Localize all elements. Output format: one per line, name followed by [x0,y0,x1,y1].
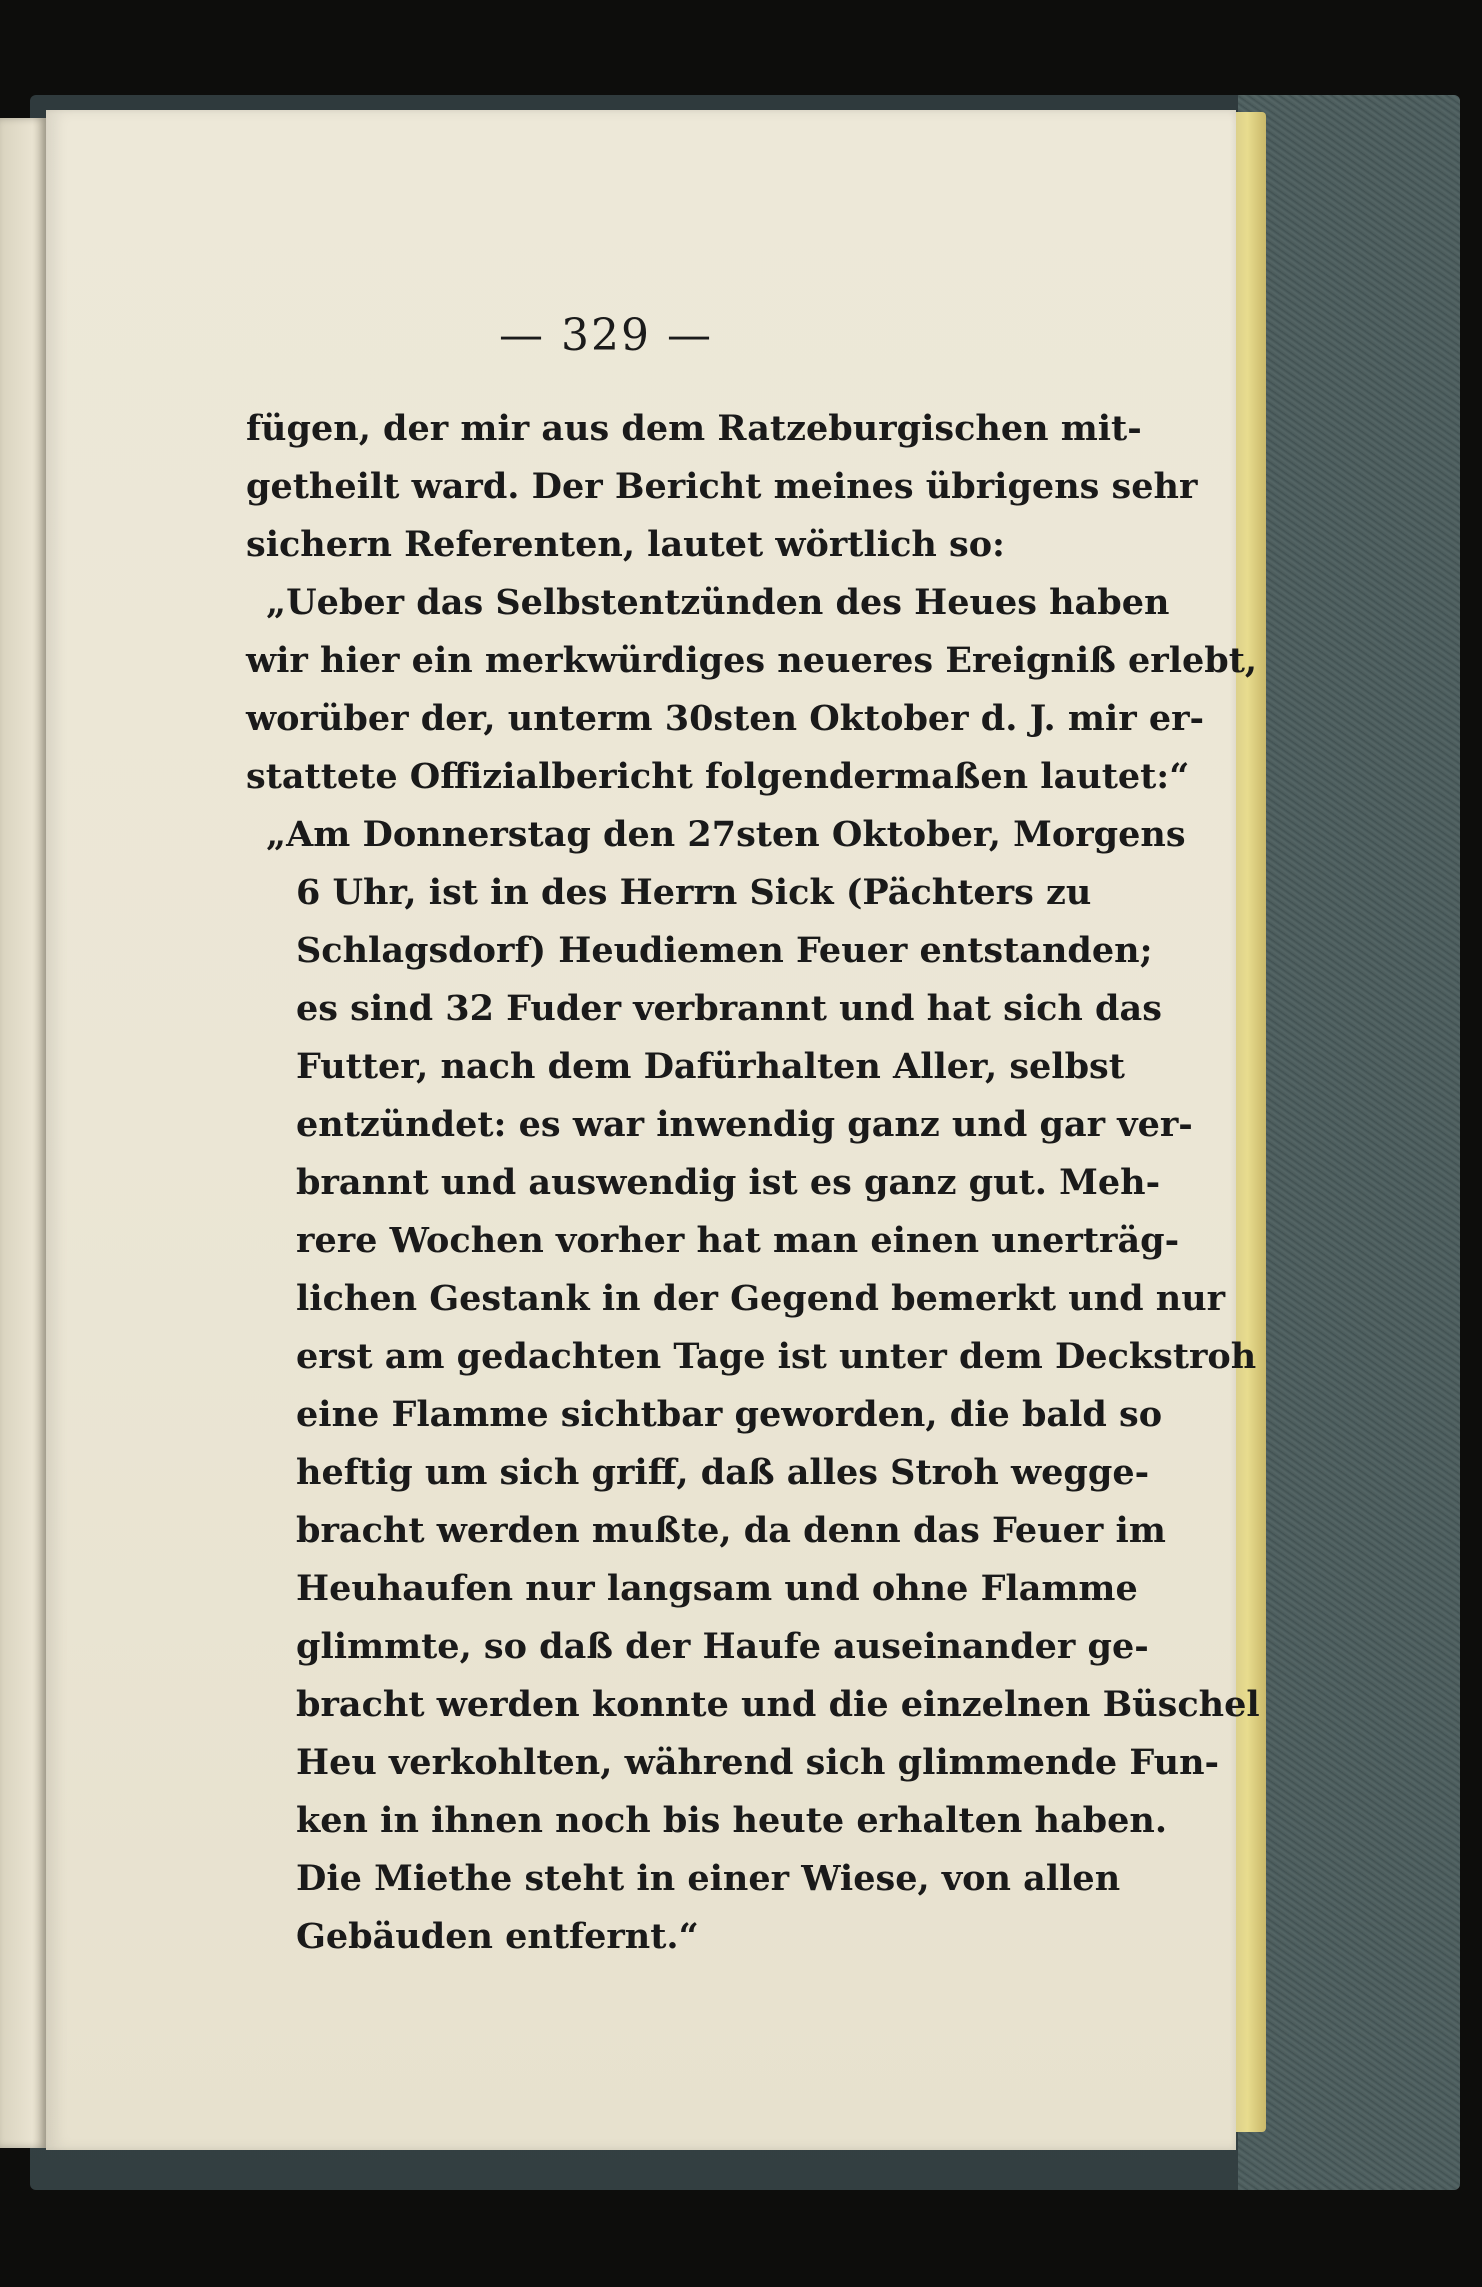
text-line: Heu verkohlten, während sich glimmende Fun- [296,1742,1220,1783]
book-page [46,110,1260,2150]
text-line: glimmte, so daß der Haufe auseinander ge- [296,1626,1149,1667]
text-line: entzündet: es war inwendig ganz und gar ver- [296,1104,1193,1145]
text-line: es sind 32 Fuder verbrannt und hat sich das [296,988,1162,1029]
text-line: Gebäuden entfernt.“ [296,1916,699,1957]
text-line: ken in ihnen noch bis heute erhalten haben. [296,1800,1168,1841]
text-line: 6 Uhr, ist in des Herrn Sick (Pächters zu [296,872,1092,913]
text-line: Heuhaufen nur langsam und ohne Flamme [296,1568,1138,1609]
text-line: getheilt ward. Der Bericht meines übrigens sehr [246,466,1198,507]
text-line: Futter, nach dem Dafürhalten Aller, selbst [296,1046,1125,1087]
previous-page-edge [0,118,46,2148]
text-line: „Am Donnerstag den 27sten Oktober, Morgens [266,814,1186,855]
text-line: stattete Offizialbericht folgendermaßen lautet:“ [246,756,1190,797]
text-line: brannt und auswendig ist es ganz gut. Meh- [296,1162,1161,1203]
text-line: fügen, der mir aus dem Ratzeburgischen mit- [246,408,1142,449]
page-number: — 329 — [499,310,713,361]
text-line: lichen Gestank in der Gegend bemerkt und nur [296,1278,1226,1319]
text-line: Schlagsdorf) Heudiemen Feuer entstanden; [296,930,1153,971]
text-line: „Ueber das Selbstentzünden des Heues haben [266,582,1170,623]
text-line: rere Wochen vorher hat man einen unerträg- [296,1220,1180,1261]
text-line: worüber der, unterm 30sten Oktober d. J. mir er- [246,698,1205,739]
text-line: Die Miethe steht in einer Wiese, von allen [296,1858,1121,1899]
text-line: eine Flamme sichtbar geworden, die bald so [296,1394,1163,1435]
text-line: bracht werden konnte und die einzelnen Büschel [296,1684,1260,1725]
text-line: wir hier ein merkwürdiges neueres Ereigniß erlebt, [246,640,1258,681]
text-line: heftig um sich griff, daß alles Stroh wegge- [296,1452,1150,1493]
text-line: sichern Referenten, lautet wörtlich so: [246,524,1005,565]
text-line: erst am gedachten Tage ist unter dem Deckstroh [296,1336,1257,1377]
book-spine-cloth [1238,95,1460,2190]
text-line: bracht werden mußte, da denn das Feuer im [296,1510,1166,1551]
page-block-edge [1232,112,1266,2132]
